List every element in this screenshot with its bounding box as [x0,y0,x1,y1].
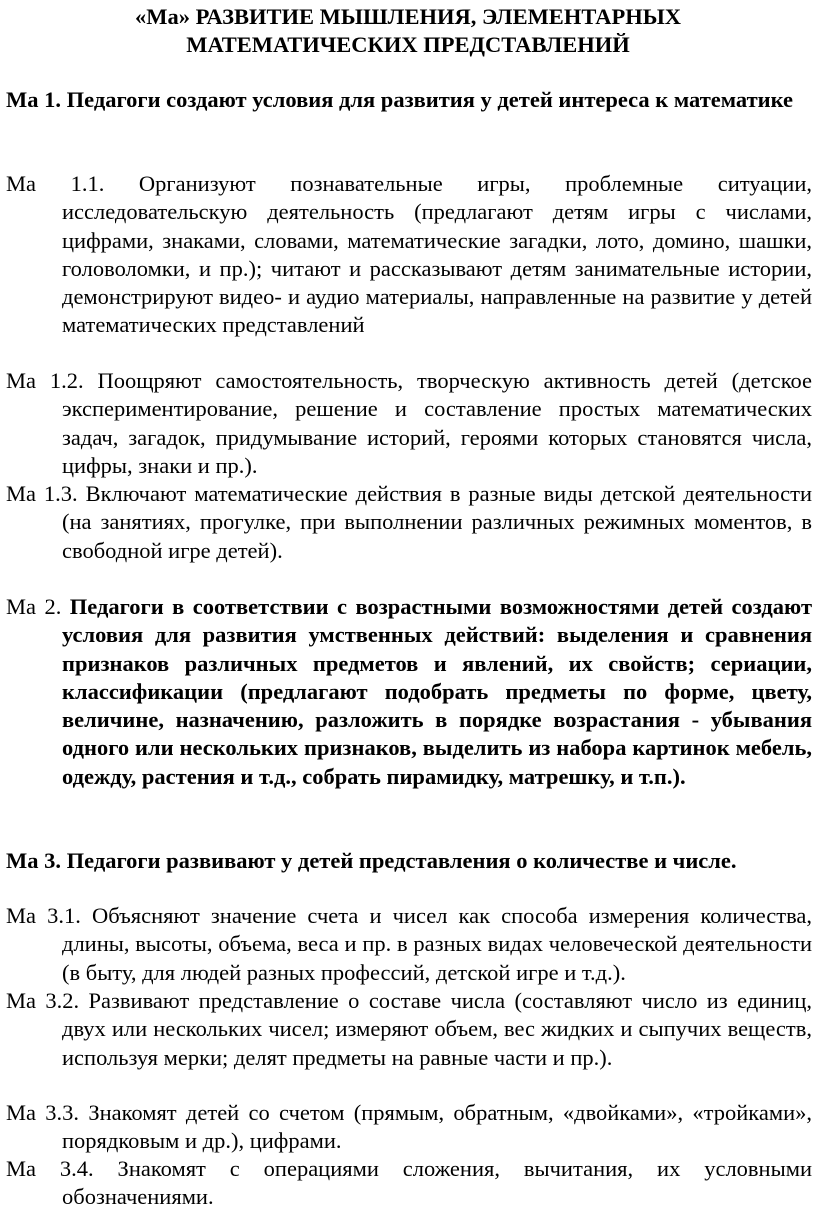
section-text: Знакомят с операциями сложения, вычитания, их условными обозначениями. [62,1156,812,1210]
section-code: Ма 3.3. [6,1100,89,1125]
section-ma3-heading [6,847,812,875]
section-text: Объясняют значение счета и чисел как способа измерения количества, длины, высоты, объема, веса и пр. в разных видах человеческой деятельности (в быту, для людей разных профессий, детской игре и т.д.). [62,903,813,985]
section-text: Развивают представление о составе числа (составляют число из единиц, двух или нескольких чисел; измеряют объем, вес жидких и сыпучих веществ, используя мерки; делят предметы на равные части и пр.). [62,988,813,1070]
section-ma2-heading [6,593,812,791]
section-code: Ма 3.1. [6,903,92,928]
section-code: Ма 1.1. [6,171,139,196]
section-ma3-1 [6,902,812,987]
section-text: Педагоги в соответствии с возрастными возможностями детей создают условия для развития умственных действий: выделения и сравнения признаков различных предметов и явлений, их свойств; сериации, классификации (предлагают подобрать предметы по форме, цвету, величине, назначению, разложить в порядке возрастания - убывания одного или нескольких признаков, выделить из набора картинок мебель, одежду, растения и т.д., собрать пирамидку, матрешку, и т.п.). [62,594,812,789]
section-text: Организуют познавательные игры, проблемные ситуации, исследовательскую деятельность (предлагают детям игры с числами, цифрами, знаками, словами, математические загадки, лото, домино, шашки, головоломки, и пр.); читают и рассказывают детям занимательные истории, демонстрируют видео- и аудио материалы, направленные на развитие у детей математических представлений [62,171,812,338]
section-text: Педагоги создают условия для развития у детей интереса к математике [66,87,794,112]
section-code: Ма 3. [6,848,67,873]
section-code: Ма 1. [6,87,67,112]
section-ma1-3 [6,480,812,565]
section-code: Ма 3.4. [6,1156,118,1181]
section-ma3-3 [6,1099,812,1156]
section-ma1-heading [6,86,812,114]
section-ma1-2 [6,367,812,480]
section-text: Знакомят детей со счетом (прямым, обратным, «двойками», «тройками», порядковым и др.), цифрами. [62,1100,812,1154]
document-title [0,3,816,59]
section-code: Ма 3.2. [6,988,89,1013]
section-code: Ма 1.3. [6,481,86,506]
title-line-1: «Ма» РАЗВИТИЕ МЫШЛЕНИЯ, ЭЛЕМЕНТАРНЫХ [134,4,682,29]
section-code: Ма 2. [6,594,70,619]
section-text: Включают математические действия в разные виды детской деятельности (на занятиях, прогулке, при выполнении различных режимных моментов, в свободной игре детей). [62,481,812,563]
section-code: Ма 1.2. [6,368,98,393]
section-text: Поощряют самостоятельность, творческую активность детей (детское экспериментирование, решение и составление простых математических задач, загадок, придумывание историй, героями которых становятся числа, цифры, знаки и пр.). [62,368,812,478]
section-text: Педагоги развивают у детей представления о количестве и числе. [66,848,737,873]
title-line-2: МАТЕМАТИЧЕСКИХ ПРЕДСТАВЛЕНИЙ [186,32,630,57]
section-ma3-4 [6,1155,812,1212]
section-ma1-1 [6,170,812,340]
section-ma3-2 [6,987,812,1072]
